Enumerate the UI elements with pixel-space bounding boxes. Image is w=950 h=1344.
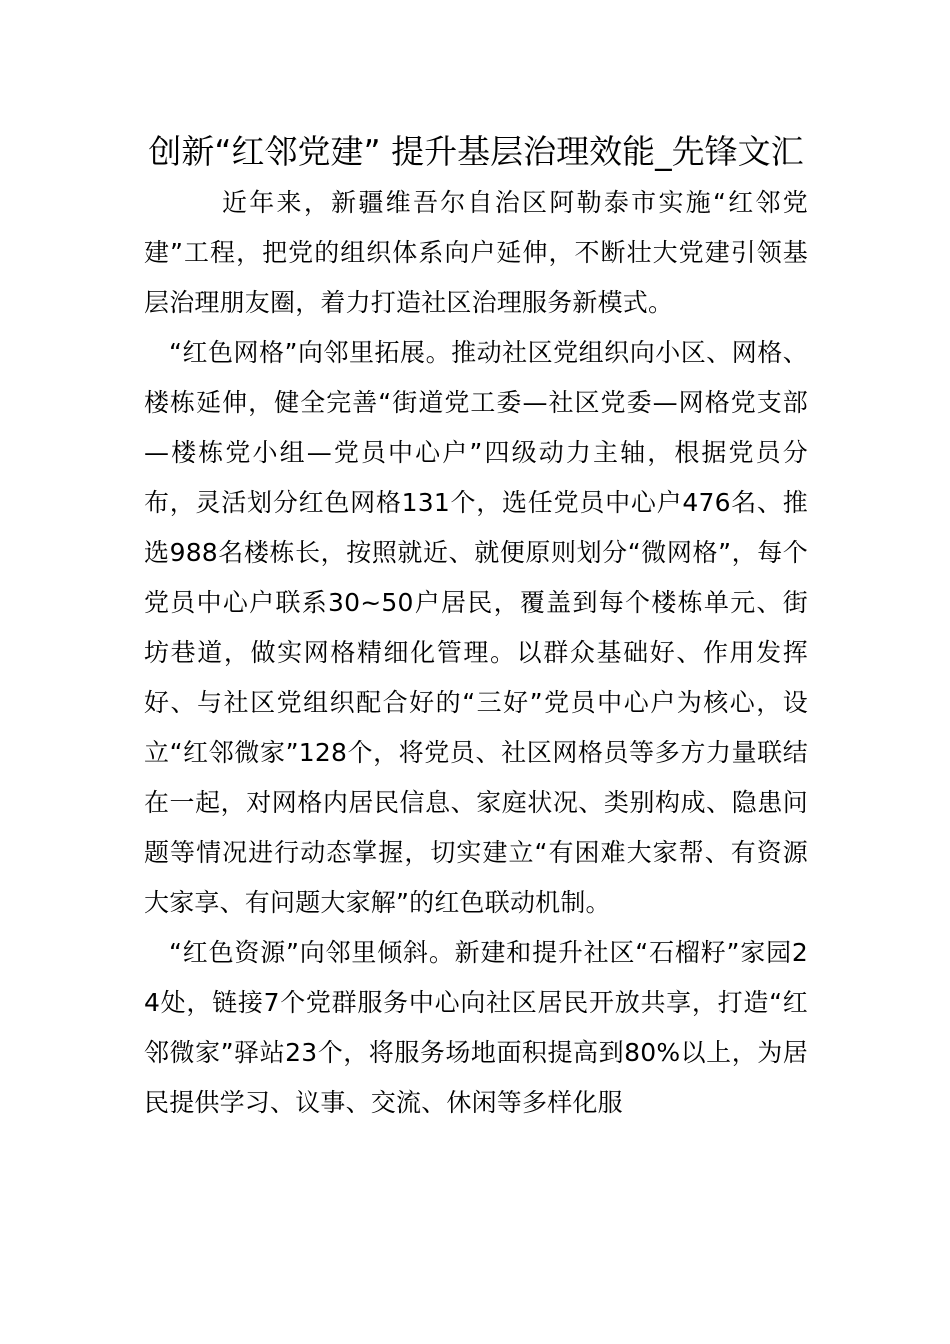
document-page — [144, 126, 808, 1128]
paragraph-red-grid: “红色网格”向邻里拓展。推动社区党组织向小区、网格、楼栋延伸，健全完善“街道党工委—社区党委—网格党支部—楼栋党小组—党员中心户”四级动力主轴，根据党员分布，灵活划分红色网格131个，选任党员中心户476名、推选988名楼栋长，按照就近、就便原则划分“微网格”，每个党员中心户联系30~50户居民，覆盖到每个楼栋单元、街坊巷道，做实网格精细化管理。以群众基础好、作用发挥好、与社区党组织配合好的“三好”党员中心户为核心，设立“红邻微家”128个，将党员、社区网格员等多方力量联结在一起，对网格内居民信息、家庭状况、类别构成、隐患问题等情况进行动态掌握，切实建立“有困难大家帮、有资源大家享、有问题大家解”的红色联动机制。 — [144, 338, 808, 917]
paragraph-intro: 近年来，新疆维吾尔自治区阿勒泰市实施“红邻党建”工程，把党的组织体系向户延伸，不断壮大党建引领基层治理朋友圈，着力打造社区治理服务新模式。 — [144, 188, 808, 317]
document-title: 创新“红邻党建” 提升基层治理效能_先锋文汇 — [148, 132, 804, 171]
paragraph-red-resources: “红色资源”向邻里倾斜。新建和提升社区“石榴籽”家园24处，链接7个党群服务中心向社区居民开放共享，打造“红邻微家”驿站23个，将服务场地面积提高到80%以上，为居民提供学习、议事、交流、休闲等多样化服 — [144, 938, 808, 1117]
